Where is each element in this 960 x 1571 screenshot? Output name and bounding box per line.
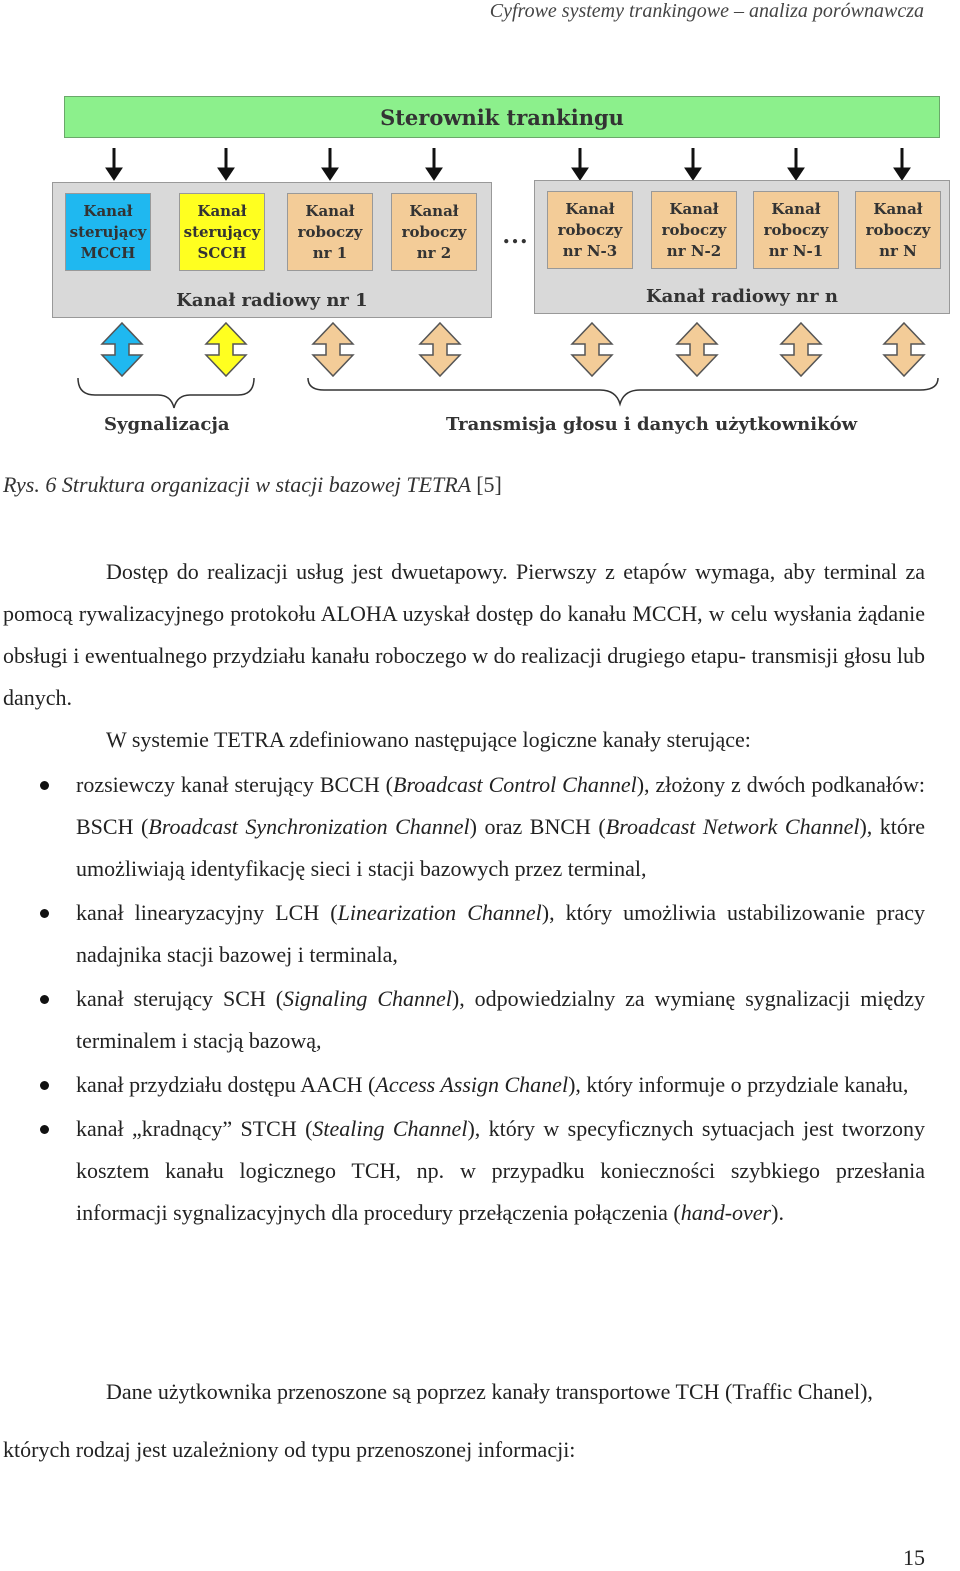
double-arrow-tan	[313, 323, 353, 376]
channel-work-1: Kanał roboczy nr 1	[287, 193, 373, 271]
list-item: kanał linearyzacyjny LCH (Linearization Channel), który umożliwia ustabilizowanie pracy nadajnika stacji bazowej i terminala,	[3, 892, 925, 976]
list-item: kanał przydziału dostępu AACH (Access Assign Chanel), który informuje o przydziale kanału,	[3, 1064, 925, 1106]
down-arrow	[322, 148, 338, 180]
signaling-label: Sygnalizacja	[104, 414, 230, 435]
radio-channel-1	[52, 182, 492, 318]
double-arrow-tan	[572, 323, 612, 376]
caption-reference: [5]	[476, 472, 502, 497]
bullet-dot	[40, 1081, 49, 1090]
bullet-dot	[40, 781, 49, 790]
figure-caption	[3, 472, 502, 498]
paragraph-control-channels: W systemie TETRA zdefiniowano następujące logiczne kanały sterujące:	[106, 727, 751, 752]
double-arrow-yellow	[206, 323, 246, 376]
brace-signaling	[78, 378, 254, 408]
radio-channel-1-label: Kanał radiowy nr 1	[176, 290, 368, 311]
page-number: 15	[903, 1545, 925, 1570]
radio-channel-n-label: Kanał radiowy nr n	[646, 286, 838, 307]
down-arrow	[788, 148, 804, 180]
down-arrow	[106, 148, 122, 180]
running-header: Cyfrowe systemy trankingowe – analiza porównawcza	[489, 0, 924, 22]
double-arrows	[102, 323, 924, 376]
ellipsis: …	[502, 220, 528, 249]
double-arrow-tan	[781, 323, 821, 376]
list-item: kanał „kradnący” STCH (Stealing Channel), który w specyficznych sytuacjach jest tworzony kosztem kanału logicznego TCH, np. w przypadku konieczności szybkiego przesłania informacji sygnalizacyjnych dla procedury przełączenia połączenia (hand-over).	[3, 1108, 925, 1234]
radio-channel-n	[534, 180, 950, 314]
double-arrow-cyan	[102, 323, 142, 376]
brace-transmission	[308, 378, 938, 404]
paragraph-access: Dostęp do realizacji usług jest dwuetapowy. Pierwszy z etapów wymaga, aby terminal za pomocą rywalizacyjnego protokołu ALOHA uzyskał dostęp do kanału MCCH, w celu wysłania żądanie obsługi i ewentualnego przydziału kanału roboczego w do realizacji drugiego etapu- transmisji głosu lub danych.	[3, 559, 925, 710]
tetra-structure-diagram	[40, 90, 950, 450]
channel-work-n-1: Kanał roboczy nr N-1	[753, 191, 839, 269]
braces	[78, 378, 938, 408]
channel-work-2: Kanał roboczy nr 2	[391, 193, 477, 271]
channel-work-n-2: Kanał roboczy nr N-2	[651, 191, 737, 269]
down-arrow	[572, 148, 588, 180]
channel-work-n-3: Kanał roboczy nr N-3	[547, 191, 633, 269]
bullet-dot	[40, 909, 49, 918]
control-channel-list	[3, 764, 925, 1236]
trunking-controller-box: Sterownik trankingu	[64, 96, 940, 138]
channel-mcch: Kanał sterujący MCCH	[65, 193, 151, 271]
channel-work-n: Kanał roboczy nr N	[855, 191, 941, 269]
double-arrow-tan	[420, 323, 460, 376]
double-arrow-tan	[884, 323, 924, 376]
down-arrow	[685, 148, 701, 180]
paragraph-traffic-continued: których rodzaj jest uzależniony od typu przenoszonej informacji:	[3, 1437, 576, 1462]
double-arrow-tan	[677, 323, 717, 376]
down-arrow	[218, 148, 234, 180]
channel-scch: Kanał sterujący SCCH	[179, 193, 265, 271]
list-item: rozsiewczy kanał sterujący BCCH (Broadcast Control Channel), złożony z dwóch podkanałów: BSCH (Broadcast Synchronization Channel) oraz BNCH (Broadcast Network Channel), które umożliwiają identyfikację sieci i stacji bazowych przez terminal,	[3, 764, 925, 890]
caption-text: Rys. 6 Struktura organizacji w stacji bazowej TETRA	[3, 472, 477, 497]
list-item: kanał sterujący SCH (Signaling Channel), odpowiedzialny za wymianę sygnalizacji między terminalem i stacją bazową,	[3, 978, 925, 1062]
bullet-dot	[40, 995, 49, 1004]
paragraph-traffic: Dane użytkownika przenoszone są poprzez kanały transportowe TCH (Traffic Chanel),	[106, 1379, 873, 1404]
bullet-dot	[40, 1125, 49, 1134]
down-arrow	[426, 148, 442, 180]
down-arrows	[106, 148, 910, 180]
transmission-label: Transmisja głosu i danych użytkowników	[446, 414, 858, 435]
down-arrow	[894, 148, 910, 180]
